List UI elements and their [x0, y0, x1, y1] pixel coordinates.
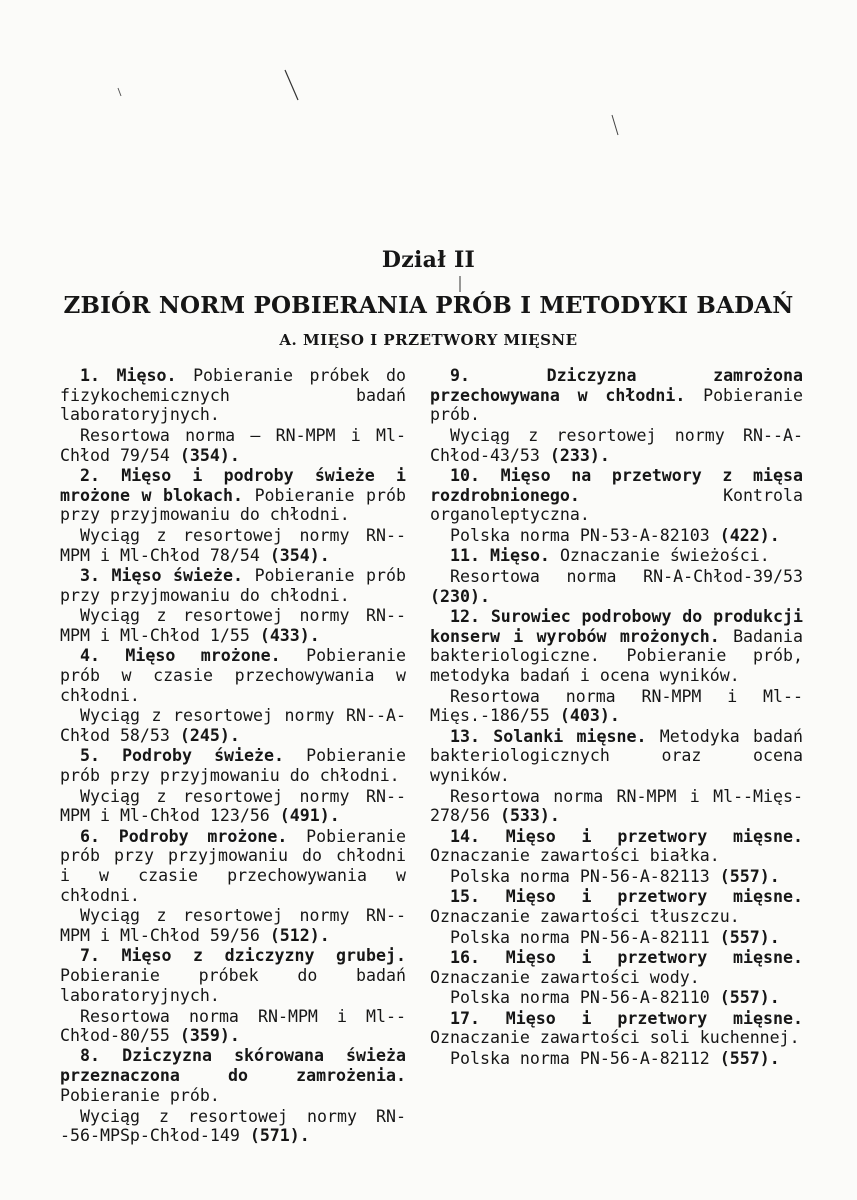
- entry-description: Metodyka badań bakteriologicznych oraz ocena wyników.: [430, 726, 803, 786]
- entry-number: 5.: [80, 746, 100, 766]
- norm-entry: [430, 366, 803, 466]
- entry-code: (433).: [259, 626, 320, 646]
- entry-number: 6.: [80, 826, 100, 846]
- norm-entry: [60, 827, 406, 946]
- norm-entry: [60, 466, 406, 566]
- entry-number: 8.: [80, 1046, 100, 1066]
- norm-entry: [60, 946, 406, 1046]
- entry-number: 4.: [80, 646, 100, 666]
- entry-code: (354).: [179, 445, 240, 465]
- entry-reference: Polska norma PN-56-A-82113: [450, 867, 710, 887]
- entry-title: Podroby mrożone.: [118, 826, 288, 846]
- entry-number: 14.: [450, 826, 480, 846]
- entry-reference: Wyciąg z resortowej normy RN--MPM i Ml-Chłod 59/56: [60, 906, 406, 946]
- entry-title: Dziczyzna zamrożona przechowywana w chłodni.: [430, 366, 803, 405]
- entry-reference: Polska norma PN-56-A-82110: [450, 988, 710, 1008]
- entry-title: Mięso i przetwory mięsne.: [505, 947, 803, 967]
- document-title: ZBIÓR NORM POBIERANIA PRÓB I METODYKI BADAŃ: [63, 292, 794, 319]
- norm-entry: [430, 727, 803, 827]
- norm-entry: [60, 566, 406, 646]
- entry-title: Mięso.: [489, 546, 550, 566]
- entry-code: (359).: [179, 1026, 240, 1046]
- entry-code: (230).: [430, 586, 490, 606]
- norm-entry: [430, 827, 803, 887]
- entry-reference: Resortowa norma RN-MPM i Ml--Chłod-80/55: [60, 1006, 406, 1046]
- entry-reference: Polska norma PN-56-A-82111: [450, 927, 710, 947]
- section-label: Dział II: [381, 247, 476, 273]
- entry-number: 2.: [80, 466, 100, 486]
- entry-description: Oznaczanie zawartości wody.: [430, 967, 700, 987]
- entry-title: Mięso i przetwory mięsne.: [505, 1008, 803, 1028]
- entry-reference: Resortowa norma RN-MPM i Ml--Mięs.-186/55: [430, 686, 803, 726]
- entry-code: (422).: [719, 526, 780, 546]
- norm-entry: [60, 366, 406, 466]
- norm-entry: [60, 646, 406, 746]
- entry-number: 7.: [80, 946, 100, 966]
- scan-scratch: [285, 70, 298, 100]
- entry-title: Mięso świeże.: [111, 566, 243, 586]
- left-column: [60, 366, 406, 1146]
- entry-title: Mięso.: [116, 366, 177, 385]
- entry-number: 12.: [450, 606, 480, 626]
- entry-reference: Wyciąg z resortowej normy RN--MPM i Ml-Chłod 1/55: [60, 606, 406, 646]
- entry-reference: Resortowa norma RN-A-Chłod-39/53: [450, 567, 803, 587]
- entry-number: 10.: [450, 466, 480, 486]
- norm-entry: [430, 607, 803, 726]
- section-subtitle: A. MIĘSO I PRZETWORY MIĘSNE: [279, 331, 578, 349]
- entry-description: Pobieranie prób.: [430, 385, 803, 425]
- entry-reference: Wyciąg z resortowej normy RN--56-MPSp-Chłod-149: [60, 1106, 406, 1146]
- entry-reference: Wyciąg z resortowej normy RN--MPM i Ml-Chłod 78/54: [60, 526, 406, 565]
- entry-number: 11.: [450, 546, 480, 566]
- entry-title: Mięso i przetwory mięsne.: [505, 887, 803, 907]
- entry-title: Surowiec podrobowy do produkcji konserw i wyrobów mrożonych.: [430, 606, 803, 646]
- entry-code: (533).: [499, 806, 560, 826]
- entry-title: Solanki mięsne.: [493, 726, 647, 746]
- entry-description: Pobieranie prób.: [60, 1085, 220, 1105]
- entry-number: 9.: [450, 366, 470, 385]
- entry-code: (512).: [269, 926, 330, 946]
- entry-code: (245).: [179, 726, 240, 746]
- entry-description: Oznaczanie zawartości soli kuchennej.: [430, 1028, 800, 1048]
- norm-entry: [60, 746, 406, 826]
- entry-reference: Polska norma PN-56-A-82112: [450, 1048, 710, 1068]
- entry-code: (354).: [269, 545, 330, 565]
- entry-reference: Resortowa norma RN-MPM i Ml--Mięs-278/56: [430, 786, 803, 826]
- entry-description: Oznaczanie zawartości tłuszczu.: [430, 906, 740, 926]
- entry-code: (557).: [719, 1048, 780, 1068]
- entry-number: 15.: [450, 887, 480, 907]
- scan-scratch: [118, 88, 121, 96]
- right-column: [430, 366, 803, 1069]
- entry-description: Pobieranie prób przy przyjmowaniu do chłodni.: [60, 566, 406, 605]
- entry-code: (403).: [559, 706, 620, 726]
- entry-reference: Wyciąg z resortowej normy RN--A-Chłod 58/53: [60, 706, 406, 746]
- entry-code: (557).: [719, 927, 780, 947]
- entry-description: Kontrola organoleptyczna.: [430, 485, 803, 525]
- entry-reference: Wyciąg z resortowej normy RN--A-Chłod-43/53: [430, 426, 803, 465]
- entry-reference: Polska norma PN-53-A-82103: [450, 526, 710, 546]
- entry-number: 16.: [450, 947, 480, 967]
- entry-code: (557).: [719, 867, 780, 887]
- norm-entry: [430, 546, 803, 606]
- entry-number: 3.: [80, 566, 100, 586]
- entry-title: Podroby świeże.: [122, 746, 285, 766]
- entry-code: (491).: [279, 806, 340, 826]
- entry-code: (571).: [249, 1126, 310, 1146]
- entry-description: Pobieranie próbek do badań laboratoryjnych.: [60, 966, 406, 1005]
- entry-title: Mięso mrożone.: [125, 646, 281, 666]
- entry-description: Badania bakteriologiczne. Pobieranie prób, metodyka badań i ocena wyników.: [430, 626, 803, 686]
- norm-entry: [430, 887, 803, 947]
- entry-number: 13.: [450, 726, 480, 746]
- entry-description: Pobieranie prób w czasie przechowywania w chłodni.: [60, 646, 406, 705]
- entry-number: 1.: [80, 366, 100, 385]
- entry-number: 17.: [450, 1008, 480, 1028]
- entry-code: (233).: [549, 445, 610, 465]
- entry-title: Mięso na przetwory z mięsa rozdrobnionego.: [430, 466, 804, 505]
- entry-description: Pobieranie prób przy przyjmowaniu do chłodni.: [60, 485, 406, 525]
- entry-title: Mięso i podroby świeże i mrożone w blokach.: [60, 466, 406, 505]
- entry-title: Mięso z dziczyzny grubej.: [121, 946, 406, 966]
- entry-code: (557).: [719, 988, 780, 1008]
- entry-description: Pobieranie prób przy przyjmowaniu do chłodni i w czasie przechowywania w chłodni.: [60, 826, 406, 905]
- entry-title: Dziczyzna skórowana świeża przeznaczona do zamrożenia.: [60, 1046, 407, 1086]
- entry-description: Pobieranie próbek do fizykochemicznych badań laboratoryjnych.: [60, 366, 406, 425]
- norm-entry: [60, 1046, 406, 1146]
- norm-entry: [430, 948, 803, 1008]
- entry-description: Oznaczanie świeżości.: [559, 546, 770, 566]
- norm-entry: [430, 1009, 803, 1069]
- entry-reference: Wyciąg z resortowej normy RN--MPM i Ml-Chłod 123/56: [60, 786, 406, 826]
- entry-title: Mięso i przetwory mięsne.: [505, 826, 803, 846]
- entry-description: Oznaczanie zawartości białka.: [430, 846, 720, 866]
- entry-reference: Resortowa norma — RN-MPM i Ml-Chłod 79/54: [60, 426, 406, 465]
- norm-entry: [430, 466, 803, 546]
- entry-description: Pobieranie prób przy przyjmowaniu do chłodni.: [60, 746, 406, 786]
- scan-scratch: [612, 115, 618, 135]
